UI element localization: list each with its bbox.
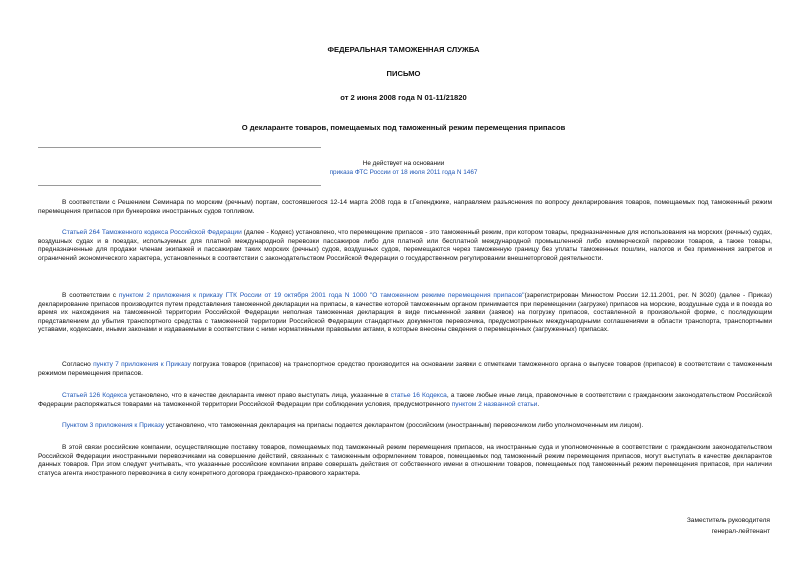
link-item-3[interactable]: Пунктом 3 приложения к Приказу xyxy=(62,422,165,429)
paragraph-5-text-3: . xyxy=(537,400,540,408)
document-subject: О декларанте товаров, помещаемых под таможенный режим перемещения припасов xyxy=(241,123,566,132)
paragraph-4-intro: Согласно xyxy=(62,361,94,368)
link-article-126[interactable]: Статьей 126 Кодекса xyxy=(62,392,128,399)
document-date-number: от 2 июня 2008 года N 01-11/21820 xyxy=(340,93,467,102)
signature-rank: генерал-лейтенант xyxy=(711,528,770,535)
link-item-2[interactable]: пунктом 2 названной статьи xyxy=(451,400,538,408)
signature-position: Заместитель руководителя xyxy=(686,517,770,524)
link-article-16[interactable]: статье 16 Кодекса xyxy=(390,392,447,399)
paragraph-3-intro: В соответствии с xyxy=(62,292,119,299)
document-type-heading: ПИСЬМО xyxy=(386,69,421,78)
status-divider-bottom xyxy=(38,185,321,186)
link-gtk-order-1000[interactable]: пунктом 2 приложения к приказу ГТК России от 19 октября 2001 года N 1000 "О таможенном режиме перемещения припасов" xyxy=(118,292,525,299)
status-divider-top xyxy=(38,147,321,148)
paragraph-5 xyxy=(38,392,772,409)
paragraph-3-text: (зарегистрирован Минюстом России 12.11.2001, рег. N 3020) (далее - Приказ) декларирование припасов производится путем представления таможенной декларации на припасы, в качестве которой таможенным органом принимается при перемещении (загрузке) припасов на морские, воздушные суда и в поезда во время их нахождения на таможенной территории Российской Федерации неполная таможенная декларация в виде письменной заявки (заявок) на погрузку припасов, составленной в произвольной форме, с последующим представлением до убытия транспортного средства с таможенной территории Российской Федерации стандартных документов перевозчика, предусмотренных международными соглашениями в области транспорта, транспортными уставами, кодексами, иными законами и издаваемыми в соответствии с ними нормативными правовыми актами, в которые внесены сведения о перемещенных (загруженных) припасах. xyxy=(38,292,773,334)
organization-heading: ФЕДЕРАЛЬНАЯ ТАМОЖЕННАЯ СЛУЖБА xyxy=(327,45,480,54)
link-article-264[interactable]: Статьей 264 Таможенного кодекса Российской Федерации xyxy=(62,229,242,236)
link-item-7[interactable]: пункту 7 приложения к Приказу xyxy=(93,361,191,368)
paragraph-5-text-1: установлено, что в качестве декларанта имеют право выступать лица, указанные в xyxy=(127,392,391,399)
paragraph-2 xyxy=(38,229,772,263)
status-note-line xyxy=(0,168,807,177)
paragraph-3 xyxy=(38,292,772,335)
status-note-text: Не действует на основании xyxy=(362,160,445,167)
paragraph-4 xyxy=(38,361,772,378)
paragraph-6 xyxy=(38,422,772,431)
paragraph-2-text: (далее - Кодекс) установлено, что перемещение припасов - это таможенный режим, при котором товары, предназначенные для использования на морских (речных) судах, воздушных судах и в поездах, используемых для платной международной перевозки пассажиров либо для платной или бесплатной международной промышленной либо коммерческой перевозки товаров, а также товары, предназначенные для продажи членам экипажей и пассажирам таких морских (речных) судов, воздушных судов, перемещаются через таможенную границу без уплаты таможенных пошлин, налогов и без применения запретов и ограничений экономического характера, установленных в соответствии с законодательством Российской Федерации о государственном регулировании внешнеторговой деятельности. xyxy=(38,229,772,262)
paragraph-5-text-2: , а также любые иные лица, правомочные в соответствии с гражданским законодательством Российской Федерации распоряжаться товарами на таможенной территории Российской Федерации при соблюдении условия, предусмотренного xyxy=(38,392,772,408)
paragraph-6-text: установлено, что таможенная декларация на припасы подается декларантом (российским (иностранным) перевозчиком либо уполномоченным им лицом). xyxy=(164,422,644,429)
paragraph-7: В этой связи российские компании, осуществляющие поставку товаров, помещаемых под таможенный режим перемещения припасов, на иностранные суда и уполномоченные в соответствии с гражданским законодательством Российской Федерации иностранными перевозчиками на совершение действий, связанных с таможенным оформлением товаров, помещаемых под таможенный режим перемещения припасов, могут выступать в качестве декларантов данных товаров. При этом следует учитывать, что указанные российские компании вправе совершать действия от собственного имени в отношении товаров, помещаемых под таможенный режим перемещения припасов, при наличии статуса агента иностранного перевозчика в силу конкретного договора гражданско-правового характера. xyxy=(38,444,772,477)
status-note-link[interactable]: приказа ФТС России от 18 июля 2011 года N 1467 xyxy=(329,169,478,176)
paragraph-1: В соответствии с Решением Семинара по морским (речным) портам, состоявшегося 12-14 марта 2008 года в г.Геленджике, направляем разъяснения по вопросу декларирования товаров, помещаемых под таможенный режим перемещения припасов при бункеровке иностранных судов топливом. xyxy=(38,199,772,215)
paragraph-4-text: погрузка товаров (припасов) на транспортное средство производится на основании заявки с отметками таможенного органа о выпуске товаров (припасов) в соответствии с таможенным режимом перемещения припасов. xyxy=(38,361,772,377)
